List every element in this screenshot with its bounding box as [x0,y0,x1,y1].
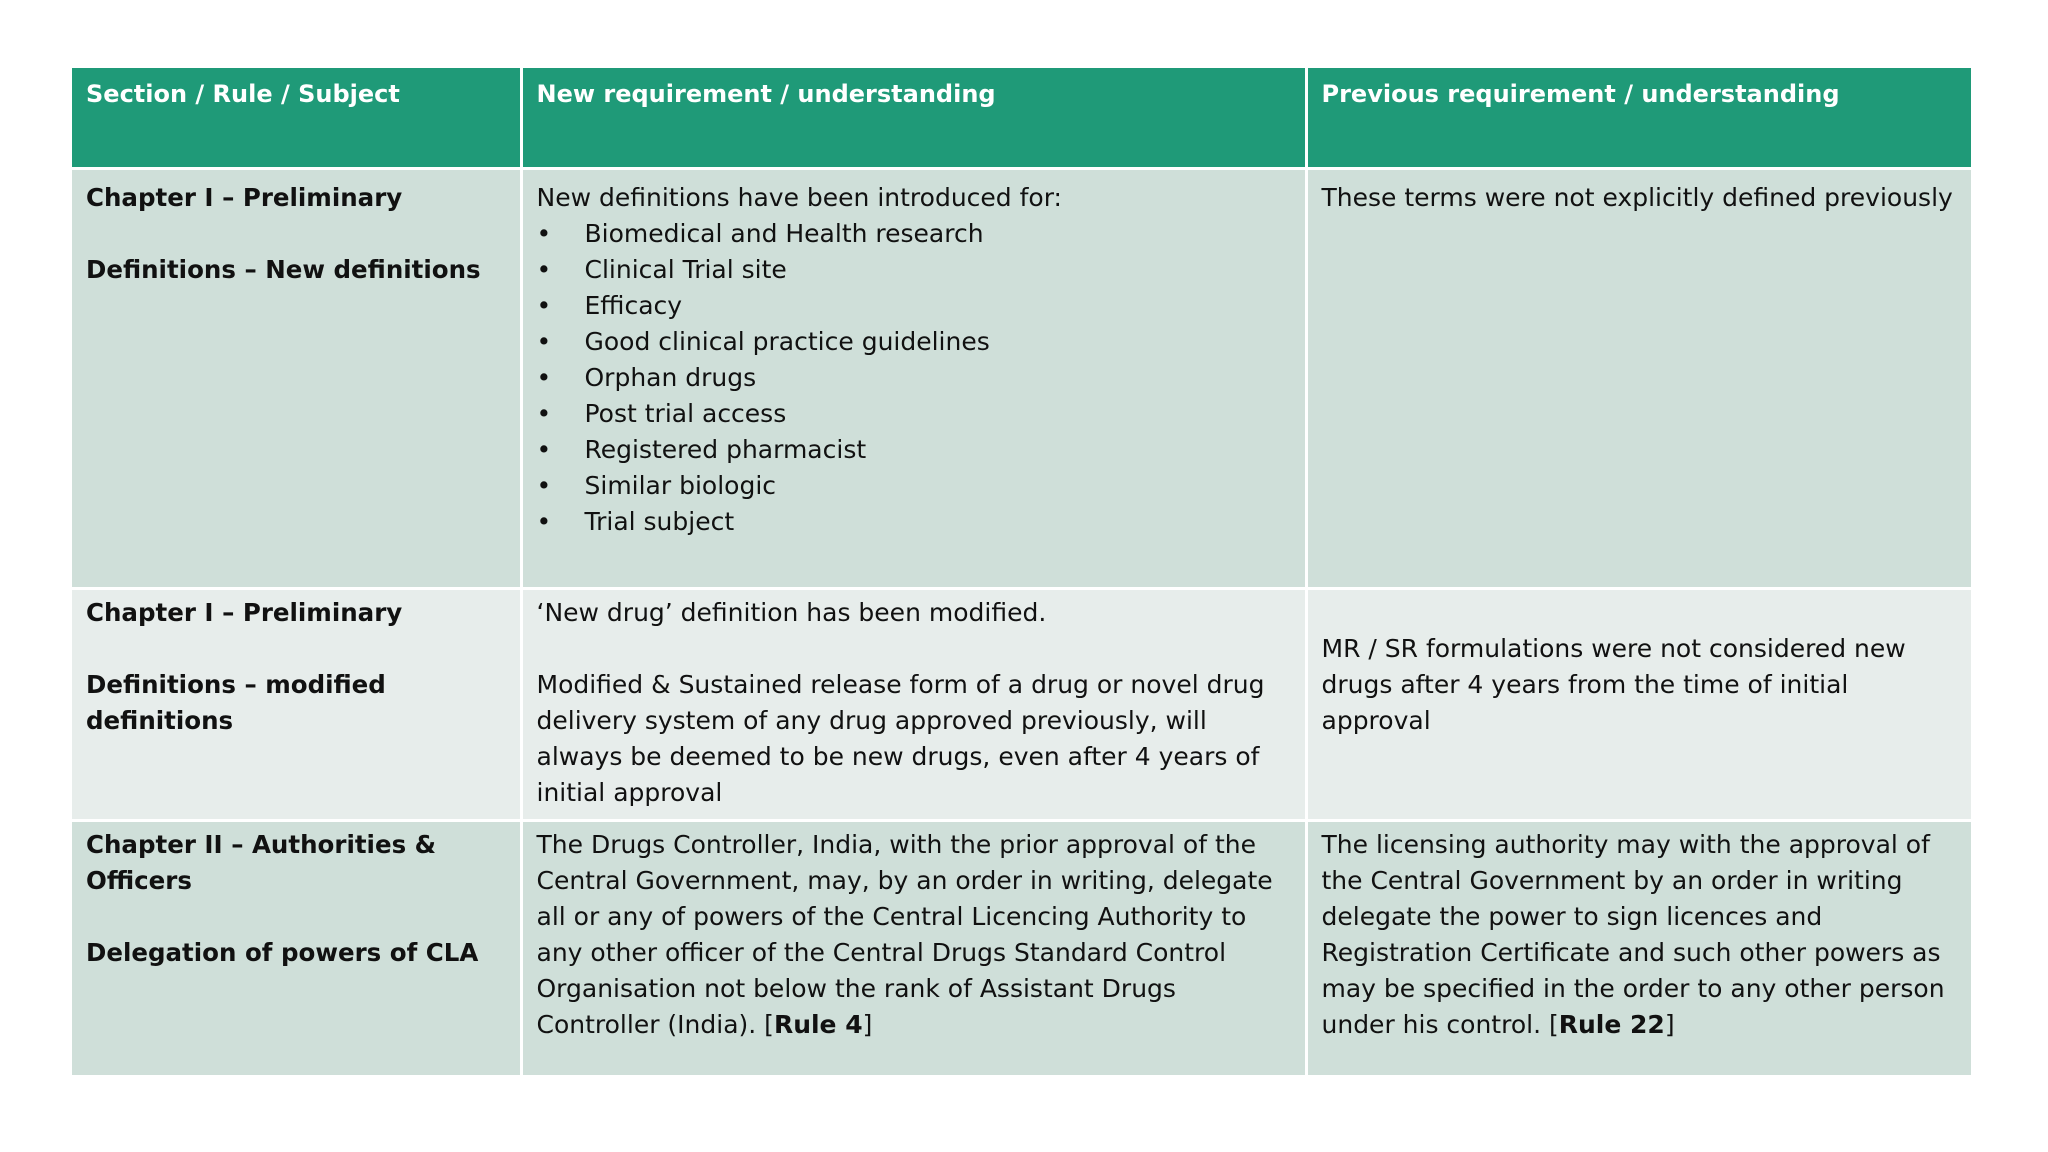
table-header [72,68,1971,168]
subject-topic: Delegation of powers of CLA [86,937,479,967]
new-requirement-paragraph: ‘New drug’ definition has been modified. [536,597,1047,627]
list-item: • Biomedical and Health research [537,216,1291,252]
list-item: • Post trial access [537,396,1291,432]
header-new-requirement: New requirement / understanding [521,68,1306,168]
list-item: • Clinical Trial site [537,252,1291,288]
table-row [72,588,1971,820]
header-section-rule-subject: Section / Rule / Subject [72,68,521,168]
header-row [72,68,1971,168]
subject-cell [72,820,521,1076]
new-requirement-intro: New definitions have been introduced for: [536,182,1062,212]
subject-cell [72,588,521,820]
list-item: • Trial subject [537,504,1291,540]
new-definitions-list [537,216,1291,540]
comparison-table [72,68,1971,1078]
header-previous-requirement: Previous requirement / understanding [1306,68,1971,168]
new-requirement-cell [521,168,1306,588]
subject-chapter: Chapter I – Preliminary [86,597,403,627]
subject-cell [72,168,521,588]
subject-topic: Definitions – New definitions [86,254,481,284]
subject-chapter: Chapter I – Preliminary [86,182,403,212]
previous-requirement-text: The licensing authority may with the approval of the Central Government by an order in writing delegate the power to sign licences and Registration Certificate and such other powers as may be specified in the order to any other person under his control. [ [1321,829,1945,1039]
previous-requirement-text: MR / SR formulations were not considered new drugs after 4 years from the time of initial approval [1321,633,1906,735]
list-item: • Orphan drugs [537,360,1291,396]
previous-requirement-cell [1306,168,1971,588]
new-requirement-cell [521,820,1306,1076]
rule-reference: Rule 22 [1558,1009,1665,1039]
new-requirement-text: The Drugs Controller, India, with the prior approval of the Central Government, may, by an order in writing, delegate all or any of powers of the Central Licencing Authority to any other officer of the Central Drugs Standard Control Organisation not below the rank of Assistant Drugs Controller (India). [ [536,829,1273,1039]
list-item: • Registered pharmacist [537,432,1291,468]
rule-reference: Rule 4 [773,1009,863,1039]
list-item: • Similar biologic [537,468,1291,504]
new-requirement-paragraph: Modified & Sustained release form of a drug or novel drug delivery system of any drug approved previously, will always be deemed to be new drugs, even after 4 years of initial approval [536,669,1265,807]
subject-topic: Definitions – modified definitions [86,669,386,735]
previous-requirement-text: These terms were not explicitly defined previously [1321,182,1953,212]
list-item: • Good clinical practice guidelines [537,324,1291,360]
bracket-close: ] [1664,1009,1675,1039]
bracket-close: ] [862,1009,873,1039]
previous-requirement-cell [1306,820,1971,1076]
subject-chapter: Chapter II – Authorities & Officers [86,829,437,895]
table-row [72,168,1971,588]
new-requirement-cell [521,588,1306,820]
table-row [72,820,1971,1076]
list-item: • Efficacy [537,288,1291,324]
previous-requirement-cell [1306,588,1971,820]
